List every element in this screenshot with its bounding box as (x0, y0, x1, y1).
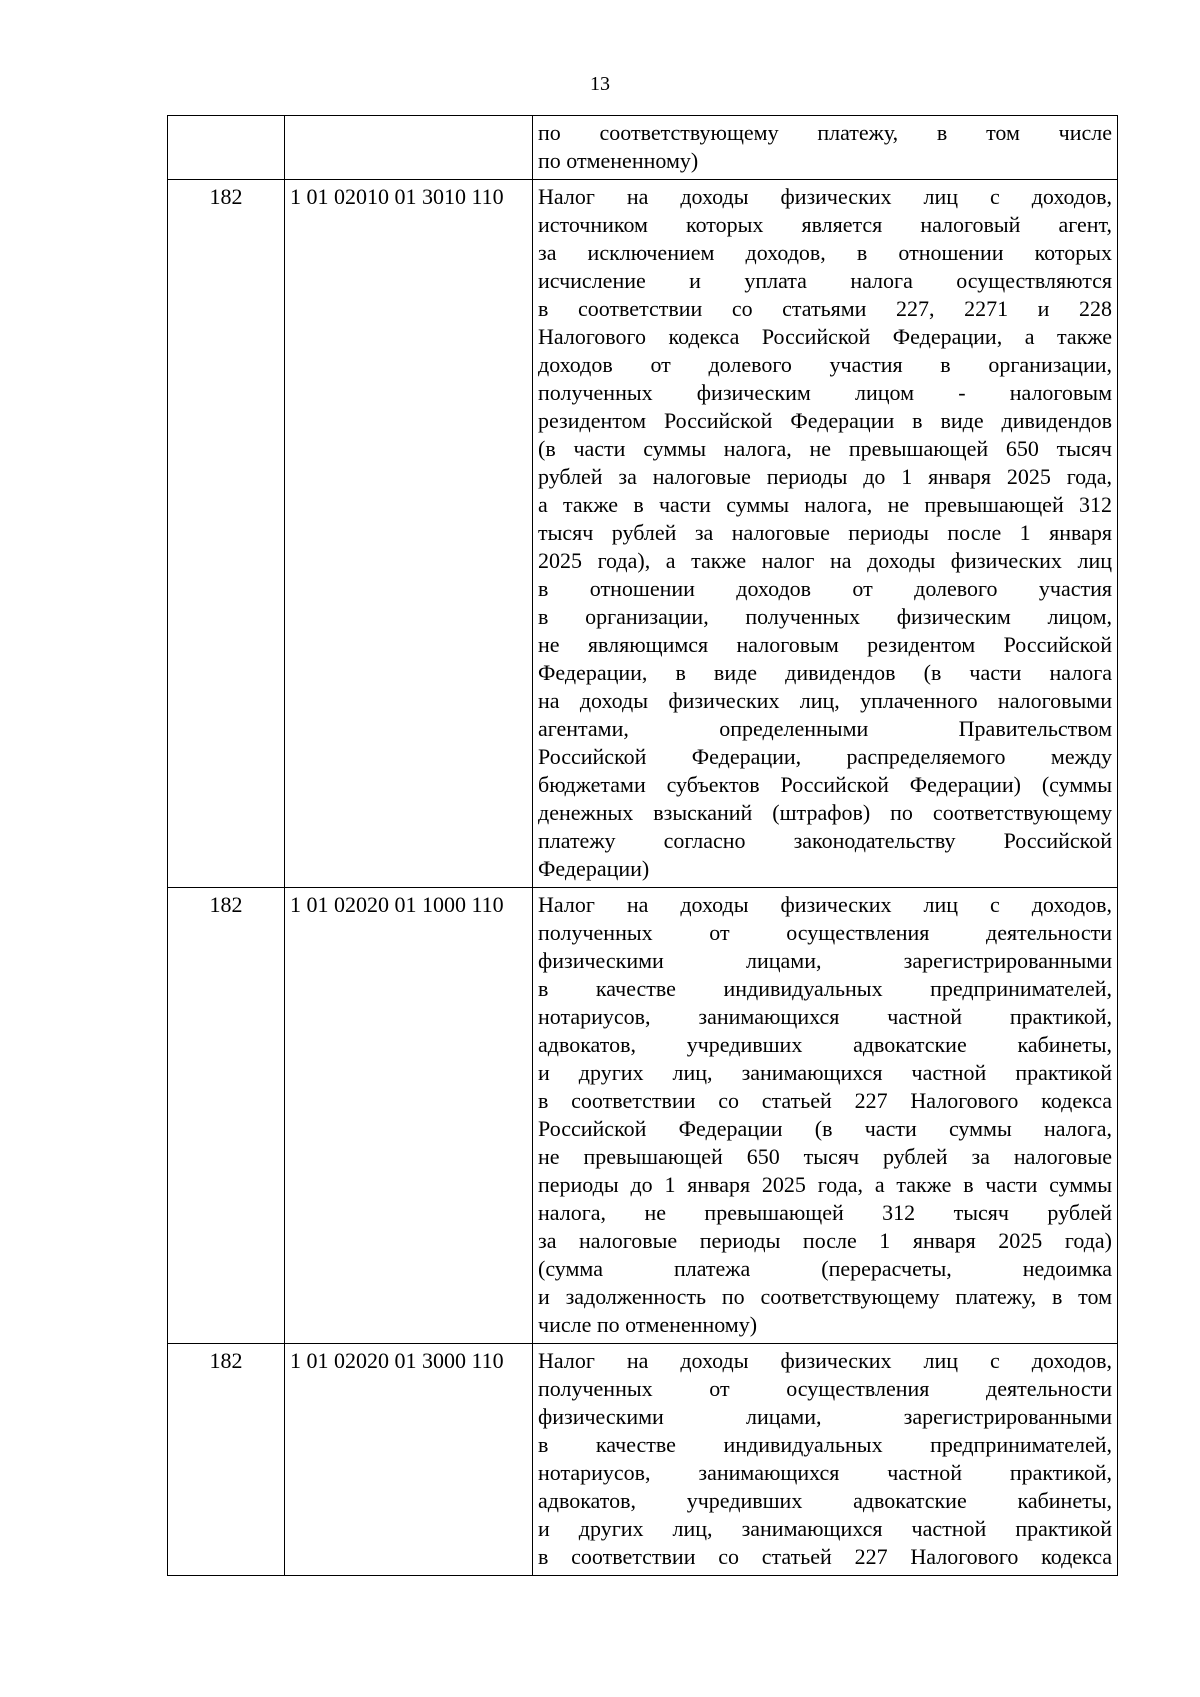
kbk-code-cell (285, 116, 533, 180)
description-line: резидентом Российской Федерации в виде дивидендов (538, 408, 1112, 433)
description-line: физическими лицами, зарегистрированными (538, 948, 1112, 973)
description-line: на доходы физических лиц, уплаченного налоговыми (538, 688, 1112, 713)
description-line: источником которых является налоговый агент, (538, 212, 1112, 237)
kbk-code-cell: 1 01 02020 01 1000 110 (285, 888, 533, 1344)
description-line: в соответствии со статьями 227, 2271 и 228 (538, 296, 1112, 321)
description-line: в качестве индивидуальных предпринимателей, (538, 976, 1112, 1001)
description-line: доходов от долевого участия в организации, (538, 352, 1112, 377)
description-line: по отмененному) (538, 148, 699, 173)
description-line: не являющимся налоговым резидентом Российской (538, 632, 1112, 657)
description-line: платежу согласно законодательству Российской (538, 828, 1112, 853)
description-line: нотариусов, занимающихся частной практикой, (538, 1460, 1112, 1485)
description-line: за исключением доходов, в отношении которых (538, 240, 1112, 265)
description-line: Федерации) (538, 856, 650, 881)
description-line: Налогового кодекса Российской Федерации, а также (538, 324, 1112, 349)
table-row (168, 180, 1118, 888)
kbk-code-cell: 1 01 02020 01 3000 110 (285, 1344, 533, 1576)
admin-code-cell (168, 116, 285, 180)
description-line: полученных от осуществления деятельности (538, 920, 1112, 945)
description-line: и других лиц, занимающихся частной практикой (538, 1516, 1112, 1541)
description-line: налога, не превышающей 312 тысяч рублей (538, 1200, 1112, 1225)
description-line: исчисление и уплата налога осуществляются (538, 268, 1112, 293)
description-line: за налоговые периоды после 1 января 2025 года) (538, 1228, 1112, 1253)
description-line: в соответствии со статьей 227 Налогового кодекса (538, 1544, 1112, 1569)
description-line: по соответствующему платежу, в том числе (538, 120, 1112, 145)
admin-code-cell: 182 (168, 888, 285, 1344)
page-number: 13 (590, 73, 610, 95)
budget-classification-table (167, 115, 1118, 1576)
description-line: адвокатов, учредивших адвокатские кабинеты, (538, 1488, 1112, 1513)
description-cell (533, 180, 1118, 888)
kbk-code-cell: 1 01 02010 01 3010 110 (285, 180, 533, 888)
description-cell (533, 116, 1118, 180)
description-line: Налог на доходы физических лиц с доходов, (538, 892, 1112, 917)
table-row (168, 888, 1118, 1344)
description-line: Налог на доходы физических лиц с доходов, (538, 184, 1112, 209)
admin-code-cell: 182 (168, 180, 285, 888)
description-line: полученных от осуществления деятельности (538, 1376, 1112, 1401)
description-cell (533, 888, 1118, 1344)
description-line: агентами, определенными Правительством (538, 716, 1112, 741)
admin-code-cell: 182 (168, 1344, 285, 1576)
description-line: Российской Федерации, распределяемого между (538, 744, 1112, 769)
description-line: бюджетами субъектов Российской Федерации) (суммы (538, 772, 1112, 797)
description-line: числе по отмененному) (538, 1312, 758, 1337)
description-line: нотариусов, занимающихся частной практикой, (538, 1004, 1112, 1029)
description-line: не превышающей 650 тысяч рублей за налоговые (538, 1144, 1112, 1169)
description-line: (сумма платежа (перерасчеты, недоимка (538, 1256, 1112, 1281)
description-cell (533, 1344, 1118, 1576)
description-line: в соответствии со статьей 227 Налогового кодекса (538, 1088, 1112, 1113)
table-row (168, 1344, 1118, 1576)
table-body (168, 116, 1118, 1576)
description-line: (в части суммы налога, не превышающей 650 тысяч (538, 436, 1112, 461)
description-line: а также в части суммы налога, не превышающей 312 (538, 492, 1112, 517)
table-row (168, 116, 1118, 180)
description-line: и задолженность по соответствующему платежу, в том (538, 1284, 1112, 1309)
description-line: денежных взысканий (штрафов) по соответствующему (538, 800, 1112, 825)
description-line: в организации, полученных физическим лицом, (538, 604, 1112, 629)
description-line: физическими лицами, зарегистрированными (538, 1404, 1112, 1429)
description-line: 2025 года), а также налог на доходы физических лиц (538, 548, 1112, 573)
description-line: и других лиц, занимающихся частной практикой (538, 1060, 1112, 1085)
description-line: в качестве индивидуальных предпринимателей, (538, 1432, 1112, 1457)
description-line: тысяч рублей за налоговые периоды после 1 января (538, 520, 1112, 545)
description-line: полученных физическим лицом - налоговым (538, 380, 1112, 405)
description-line: адвокатов, учредивших адвокатские кабинеты, (538, 1032, 1112, 1057)
description-line: периоды до 1 января 2025 года, а также в части суммы (538, 1172, 1112, 1197)
description-line: рублей за налоговые периоды до 1 января 2025 года, (538, 464, 1112, 489)
description-line: Федерации, в виде дивидендов (в части налога (538, 660, 1112, 685)
description-line: в отношении доходов от долевого участия (538, 576, 1112, 601)
description-line: Налог на доходы физических лиц с доходов, (538, 1348, 1112, 1373)
description-line: Российской Федерации (в части суммы налога, (538, 1116, 1112, 1141)
